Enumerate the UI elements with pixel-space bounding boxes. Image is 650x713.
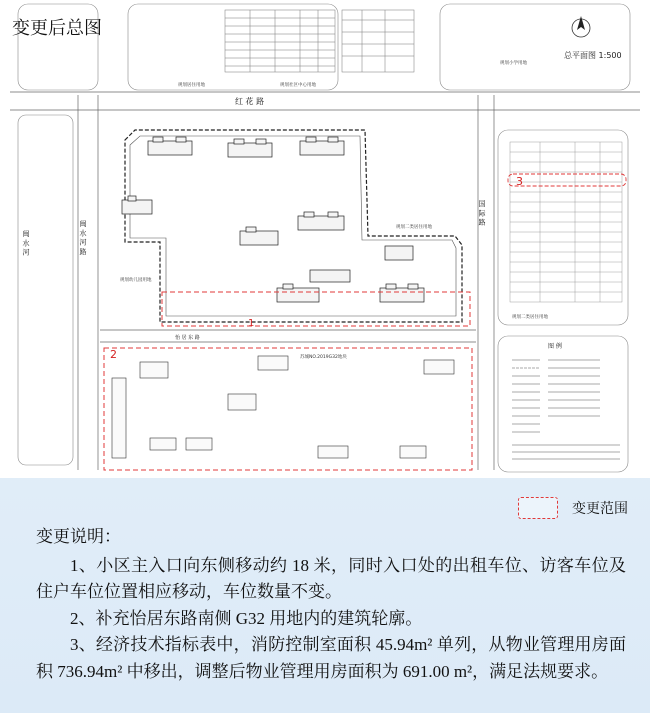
north-plot-a-label: 规划居住用地	[178, 83, 205, 88]
kindergarten-label: 规划幼儿园用地	[120, 278, 152, 283]
note-item-1: 1、小区主入口向东侧移动约 18 米，同时入口处的出租车位、访客车位及住户车位位置相应移动，车位数量不变。	[36, 555, 626, 601]
east-plot-label: 规划二类居住用地	[396, 225, 432, 230]
road-west-label: 闽 水 河 路	[79, 220, 87, 255]
change-notes	[36, 524, 626, 685]
page-title: 变更后总图	[12, 18, 102, 39]
marker-1: 1	[248, 318, 255, 329]
scale-label: 总平面图 1:500	[564, 51, 622, 60]
road-east-label: 国 际 路	[478, 200, 486, 226]
north-plot-b-label: 规划社区中心用地	[280, 83, 316, 88]
road-north-label: 红 花 路	[235, 97, 265, 106]
marker-3: 3	[516, 175, 523, 188]
notes-heading: 变更说明：	[36, 527, 121, 547]
marker-2: 2	[110, 348, 117, 361]
school-plot-label: 规划小学用地	[500, 61, 527, 66]
note-item-3: 3、经济技术指标表中，消防控制室面积 45.94m² 单列，从物业管理用房面积 736.94m² 中移出，调整后物业管理用房面积为 691.00 m²，满足法规要求。	[36, 635, 626, 681]
road-south-label: 怡 居 东 路	[175, 335, 200, 341]
note-item-2: 2、补充怡居东路南侧 G32 用地内的建筑轮廓。	[70, 608, 423, 628]
g32-plot-label: 苏城NO.2019G32地块	[300, 355, 347, 360]
southeast-plot-label: 规划二类居住用地	[512, 315, 548, 320]
change-scope-swatch	[518, 497, 558, 519]
change-scope-label: 变更范围	[572, 501, 628, 517]
change-scope-legend	[518, 497, 628, 519]
drawing-legend-title: 图 例	[548, 343, 562, 350]
river-label: 闽 水 河	[22, 230, 30, 256]
